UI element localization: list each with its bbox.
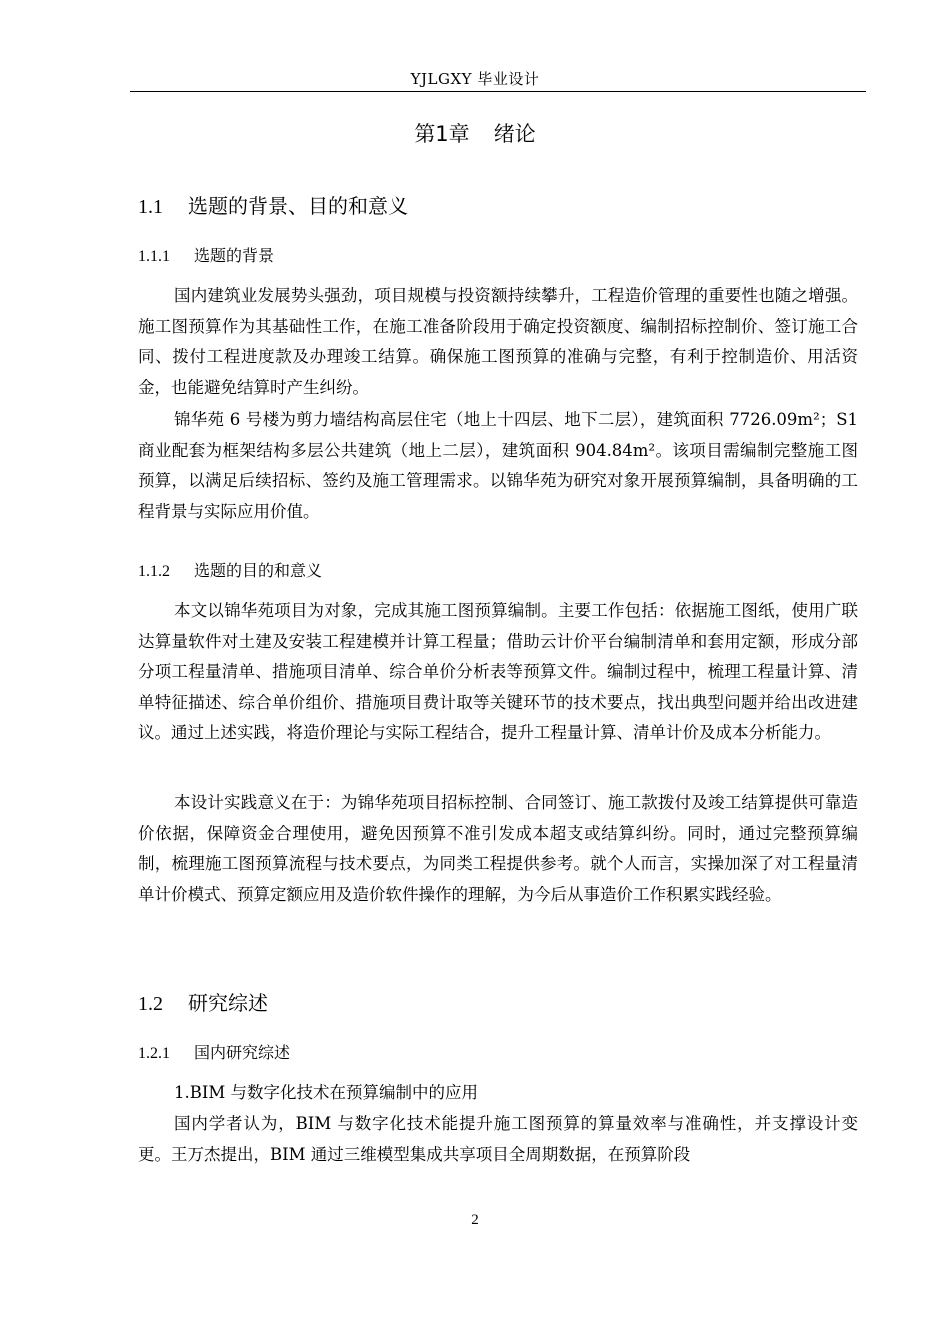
page-number: 2 xyxy=(471,1212,479,1228)
section-number: 1.2 xyxy=(138,993,163,1015)
subsection-title: 国内研究综述 xyxy=(194,1043,291,1062)
subsection-heading-1-1-1 xyxy=(138,243,274,266)
subsection-title: 选题的目的和意义 xyxy=(194,561,323,580)
header-divider xyxy=(130,91,866,92)
numbered-subheading: 1.BIM 与数字化技术在预算编制中的应用 xyxy=(174,1083,479,1102)
chapter-number: 第1章 xyxy=(414,122,470,146)
chapter-name: 绪论 xyxy=(493,122,536,146)
subsection-number: 1.2.1 xyxy=(138,1045,170,1062)
chapter-title xyxy=(0,118,950,148)
body-paragraph: 国内学者认为，BIM 与数字化技术能提升施工图预算的算量效率与准确性，并支撑设计变更。王万杰提出，BIM 通过三维模型集成共享项目全周期数据，在预算阶段 xyxy=(138,1114,858,1164)
section-title: 选题的背景、目的和意义 xyxy=(188,194,408,218)
body-paragraph: 国内建筑业发展势头强劲，项目规模与投资额持续攀升，工程造价管理的重要性也随之增强。施工图预算作为其基础性工作，在施工准备阶段用于确定投资额度、编制招标控制价、签订施工合同、拨付工程进度款及办理竣工结算。确保施工图预算的准确与完整，有利于控制造价、用活资金，也能避免结算时产生纠纷。 xyxy=(138,286,858,397)
running-header: YJLGXY 毕业设计 xyxy=(410,70,540,88)
subsection-number: 1.1.2 xyxy=(138,563,170,580)
section-title: 研究综述 xyxy=(188,991,268,1015)
section-number: 1.1 xyxy=(138,196,163,218)
section-heading-1-1 xyxy=(138,190,408,219)
subsection-heading-1-2-1 xyxy=(138,1040,290,1063)
section-heading-1-2 xyxy=(138,987,268,1016)
subsection-title: 选题的背景 xyxy=(194,246,275,265)
body-paragraph: 本设计实践意义在于：为锦华苑项目招标控制、合同签订、施工款拨付及竣工结算提供可靠造价依据，保障资金合理使用，避免因预算不准引发成本超支或结算纠纷。同时，通过完整预算编制，梳理施工图预算流程与技术要点，为同类工程提供参考。就个人而言，实操加深了对工程量清单计价模式、预算定额应用及造价软件操作的理解，为今后从事造价工作积累实践经验。 xyxy=(138,793,858,904)
subsection-heading-1-1-2 xyxy=(138,558,322,581)
body-paragraph: 本文以锦华苑项目为对象，完成其施工图预算编制。主要工作包括：依据施工图纸，使用广联达算量软件对土建及安装工程建模并计算工程量；借助云计价平台编制清单和套用定额，形成分部分项工程量清单、措施项目清单、综合单价分析表等预算文件。编制过程中，梳理工程量计算、清单特征描述、综合单价组价、措施项目费计取等关键环节的技术要点，找出典型问题并给出改进建议。通过上述实践，将造价理论与实际工程结合，提升工程量计算、清单计价及成本分析能力。 xyxy=(138,601,858,742)
subsection-number: 1.1.1 xyxy=(138,248,170,265)
body-paragraph: 锦华苑 6 号楼为剪力墙结构高层住宅（地上十四层、地下二层），建筑面积 7726.09m²；S1 商业配套为框架结构多层公共建筑（地上二层），建筑面积 904.84m²。该项目需编制完整施工图预算，以满足后续招标、签约及施工管理需求。以锦华苑为研究对象开展预算编制，具备明确的工程背景与实际应用价值。 xyxy=(138,410,858,521)
